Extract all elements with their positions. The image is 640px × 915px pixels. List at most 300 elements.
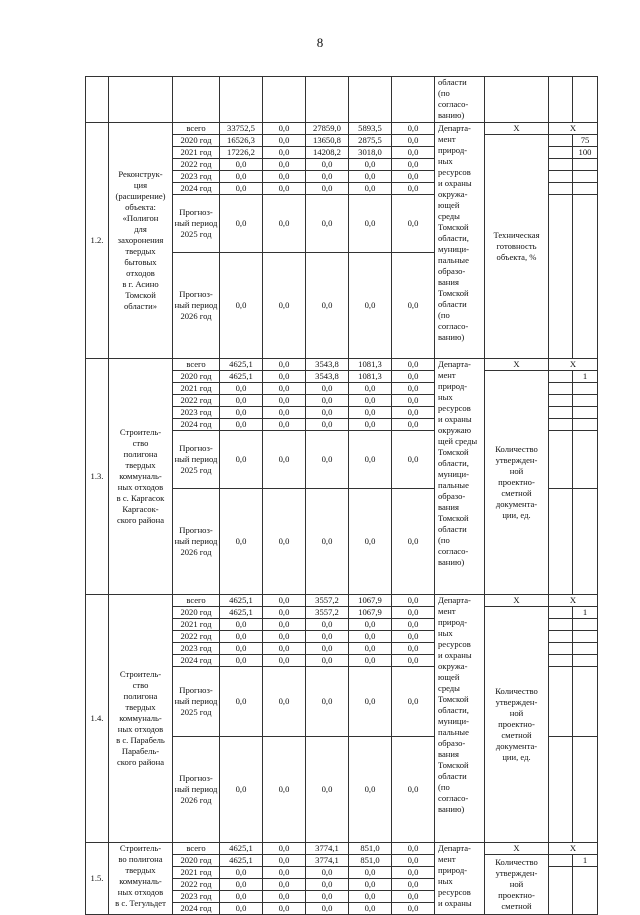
amount-cell: 0,0 xyxy=(220,643,263,655)
dept-line: мент xyxy=(438,370,456,380)
amount-cell: 0,0 xyxy=(392,891,435,903)
amount-cell: 0,0 xyxy=(263,903,306,915)
amount-cell: 3543,8 xyxy=(306,359,349,371)
dept-line: Департа- xyxy=(438,359,471,369)
amount-cell: 17226,2 xyxy=(220,147,263,159)
amount-cell: 0,0 xyxy=(263,395,306,407)
section-name-line: ство xyxy=(132,680,149,690)
cell-empty xyxy=(573,77,598,123)
indicator-name xyxy=(485,371,549,595)
indicator-value xyxy=(573,183,598,195)
dept-line: окружаю xyxy=(438,425,472,435)
period-cell: Прогноз-ный период 2025 год xyxy=(173,195,220,253)
amount-cell: 0,0 xyxy=(349,183,392,195)
value-x-marker: Х xyxy=(549,843,598,855)
period-cell: 2024 год xyxy=(173,419,220,431)
section-name-line: коммуналь- xyxy=(119,713,162,723)
section-name-line: во полигона xyxy=(118,854,163,864)
dept-line: природ- xyxy=(438,865,468,875)
dept-line: природ- xyxy=(438,145,468,155)
cell-empty xyxy=(173,77,220,123)
amount-cell: 0,0 xyxy=(349,643,392,655)
amount-cell: 0,0 xyxy=(392,643,435,655)
amount-cell: 0,0 xyxy=(306,643,349,655)
spacer-cell xyxy=(549,183,573,195)
table-row xyxy=(86,359,598,371)
indicator-line: объекта, % xyxy=(496,252,537,262)
amount-cell: 0,0 xyxy=(349,867,392,879)
indicator-line: утвержден- xyxy=(495,868,538,878)
amount-cell: 851,0 xyxy=(349,843,392,855)
amount-cell: 0,0 xyxy=(220,183,263,195)
indicator-line: утвержден- xyxy=(495,697,538,707)
indicator-line: документа- xyxy=(495,741,538,751)
amount-cell: 0,0 xyxy=(263,489,306,595)
amount-cell: 0,0 xyxy=(306,171,349,183)
dept-line: (по xyxy=(438,535,450,545)
section-name-line: ных отходов xyxy=(117,482,164,492)
section-name-line: ных отходов xyxy=(117,724,164,734)
amount-cell: 0,0 xyxy=(349,407,392,419)
indicator-value xyxy=(573,171,598,183)
period-cell: 2023 год xyxy=(173,643,220,655)
amount-cell: 0,0 xyxy=(349,489,392,595)
amount-cell: 4625,1 xyxy=(220,607,263,619)
amount-cell: 0,0 xyxy=(392,655,435,667)
section-name-line: ского района xyxy=(116,515,165,525)
indicator-line: Техническая xyxy=(493,230,540,240)
amount-cell: 0,0 xyxy=(220,667,263,737)
dept-line: и охраны xyxy=(438,414,472,424)
amount-cell: 4625,1 xyxy=(220,595,263,607)
indicator-value xyxy=(573,159,598,171)
amount-cell: 0,0 xyxy=(349,891,392,903)
dept-line: ванию) xyxy=(438,332,465,342)
indicator-line: сметной xyxy=(501,730,532,740)
spacer-cell xyxy=(549,371,573,383)
amount-cell: 0,0 xyxy=(392,843,435,855)
amount-cell: 0,0 xyxy=(306,737,349,843)
responsible-dept xyxy=(435,359,485,595)
amount-cell: 0,0 xyxy=(306,867,349,879)
amount-cell: 0,0 xyxy=(349,195,392,253)
amount-cell: 0,0 xyxy=(263,631,306,643)
amount-cell: 3557,2 xyxy=(306,607,349,619)
amount-cell: 0,0 xyxy=(263,843,306,855)
amount-cell: 0,0 xyxy=(392,489,435,595)
amount-cell: 0,0 xyxy=(392,371,435,383)
amount-cell: 13650,8 xyxy=(306,135,349,147)
amount-cell: 0,0 xyxy=(392,867,435,879)
dept-line: ресурсов xyxy=(438,887,471,897)
cell-empty xyxy=(549,77,573,123)
dept-line: вания xyxy=(438,502,459,512)
amount-cell: 851,0 xyxy=(349,855,392,867)
indicator-value xyxy=(573,737,598,843)
amount-cell: 5893,5 xyxy=(349,123,392,135)
amount-cell: 0,0 xyxy=(349,879,392,891)
amount-cell: 0,0 xyxy=(392,607,435,619)
dept-line: и охраны xyxy=(438,178,472,188)
amount-cell: 0,0 xyxy=(306,489,349,595)
indicator-value xyxy=(573,489,598,595)
indicator-value xyxy=(573,867,598,915)
period-cell: Прогноз-ный период 2025 год xyxy=(173,667,220,737)
amount-cell: 0,0 xyxy=(220,631,263,643)
indicator-line: ной xyxy=(509,708,524,718)
section-name-line: для xyxy=(134,224,147,234)
section-name-line: в с. Парабель xyxy=(116,735,165,745)
amount-cell: 0,0 xyxy=(220,395,263,407)
dept-line: ванию) xyxy=(438,110,465,120)
amount-cell: 0,0 xyxy=(306,159,349,171)
amount-cell: 0,0 xyxy=(220,867,263,879)
dept-line: (по xyxy=(438,88,450,98)
period-cell: 2024 год xyxy=(173,655,220,667)
cell-empty xyxy=(263,77,306,123)
amount-cell: 0,0 xyxy=(263,431,306,489)
amount-cell: 0,0 xyxy=(220,253,263,359)
dept-line: Томской xyxy=(438,447,469,457)
target-x-marker: Х xyxy=(485,123,549,135)
amount-cell: 0,0 xyxy=(306,619,349,631)
dept-line: согласо- xyxy=(438,99,469,109)
indicator-line: проектно- xyxy=(498,890,535,900)
amount-cell: 0,0 xyxy=(349,419,392,431)
dept-line: Томской xyxy=(438,694,469,704)
spacer-cell xyxy=(549,619,573,631)
spacer-cell xyxy=(549,431,573,489)
amount-cell: 0,0 xyxy=(220,419,263,431)
amount-cell: 0,0 xyxy=(220,383,263,395)
amount-cell: 0,0 xyxy=(392,631,435,643)
amount-cell: 0,0 xyxy=(220,171,263,183)
amount-cell: 1081,3 xyxy=(349,371,392,383)
section-name-line: Строитель- xyxy=(119,669,162,679)
period-cell: Прогноз-ный период 2026 год xyxy=(173,489,220,595)
indicator-value xyxy=(573,667,598,737)
dept-line: образо- xyxy=(438,266,466,276)
section-name-line: твердых xyxy=(125,246,156,256)
amount-cell: 0,0 xyxy=(263,879,306,891)
table-row xyxy=(86,123,598,135)
amount-cell: 0,0 xyxy=(263,607,306,619)
spacer-cell xyxy=(549,643,573,655)
section-name-line: захоронения xyxy=(117,235,164,245)
section-name-line: в с. Тегульдет xyxy=(115,898,166,908)
amount-cell: 33752,5 xyxy=(220,123,263,135)
period-cell: Прогноз-ный период 2026 год xyxy=(173,737,220,843)
section-name-line: коммуналь- xyxy=(119,876,162,886)
amount-cell: 0,0 xyxy=(263,135,306,147)
dept-line: образо- xyxy=(438,491,466,501)
period-cell: 2023 год xyxy=(173,407,220,419)
amount-cell: 0,0 xyxy=(349,383,392,395)
indicator-value xyxy=(573,419,598,431)
dept-line: муници- xyxy=(438,469,469,479)
spacer-cell xyxy=(549,631,573,643)
dept-line: природ- xyxy=(438,381,468,391)
period-cell: 2021 год xyxy=(173,619,220,631)
amount-cell: 0,0 xyxy=(263,737,306,843)
amount-cell: 0,0 xyxy=(263,123,306,135)
amount-cell: 0,0 xyxy=(263,891,306,903)
amount-cell: 0,0 xyxy=(220,195,263,253)
dept-line: области xyxy=(438,77,467,87)
dept-line: вания xyxy=(438,749,459,759)
dept-line: муници- xyxy=(438,244,469,254)
amount-cell: 4625,1 xyxy=(220,855,263,867)
indicator-value: 75 xyxy=(573,135,598,147)
table-row xyxy=(86,843,598,855)
amount-cell: 0,0 xyxy=(392,855,435,867)
indicator-value xyxy=(573,431,598,489)
amount-cell: 0,0 xyxy=(220,159,263,171)
amount-cell: 0,0 xyxy=(220,431,263,489)
amount-cell: 0,0 xyxy=(349,171,392,183)
amount-cell: 14208,2 xyxy=(306,147,349,159)
dept-line: согласо- xyxy=(438,546,469,556)
amount-cell: 0,0 xyxy=(392,407,435,419)
amount-cell: 0,0 xyxy=(392,159,435,171)
section-name-line: ных отходов xyxy=(117,887,164,897)
section-name-line: коммуналь- xyxy=(119,471,162,481)
amount-cell: 0,0 xyxy=(306,903,349,915)
value-x-marker: Х xyxy=(549,123,598,135)
amount-cell: 0,0 xyxy=(392,419,435,431)
dept-line: Департа- xyxy=(438,123,471,133)
dept-line: мент xyxy=(438,134,456,144)
dept-line: пальные xyxy=(438,727,469,737)
indicator-value xyxy=(573,655,598,667)
period-cell: всего xyxy=(173,123,220,135)
value-x-marker: Х xyxy=(549,359,598,371)
dept-line: ресурсов xyxy=(438,639,471,649)
amount-cell: 0,0 xyxy=(306,879,349,891)
spacer-cell xyxy=(549,607,573,619)
amount-cell: 3774,1 xyxy=(306,843,349,855)
cell-empty xyxy=(109,77,173,123)
indicator-line: ной xyxy=(509,879,524,889)
section-name-line: (расширение) xyxy=(115,191,166,201)
amount-cell: 4625,1 xyxy=(220,359,263,371)
indicator-line: ции, ед. xyxy=(502,510,531,520)
dept-line: ных xyxy=(438,628,453,638)
indicator-line: ной xyxy=(509,466,524,476)
amount-cell: 0,0 xyxy=(263,595,306,607)
amount-cell: 2875,5 xyxy=(349,135,392,147)
section-number: 1.3. xyxy=(86,359,109,595)
responsible-dept xyxy=(435,123,485,359)
indicator-line: документа- xyxy=(495,499,538,509)
amount-cell: 4625,1 xyxy=(220,843,263,855)
table-row xyxy=(86,595,598,607)
period-cell: 2022 год xyxy=(173,159,220,171)
amount-cell: 1067,9 xyxy=(349,595,392,607)
dept-line: ресурсов xyxy=(438,403,471,413)
section-name xyxy=(109,359,173,595)
section-name-line: полигона xyxy=(123,691,158,701)
section-name-line: Реконструк- xyxy=(118,169,163,179)
responsible-dept xyxy=(435,595,485,843)
amount-cell: 3018,0 xyxy=(349,147,392,159)
section-name-line: ского района xyxy=(116,757,165,767)
amount-cell: 0,0 xyxy=(306,253,349,359)
section-name-line: объекта: xyxy=(125,202,156,212)
dept-line: муници- xyxy=(438,716,469,726)
amount-cell: 0,0 xyxy=(306,891,349,903)
section-name-line: Каргасок- xyxy=(122,504,159,514)
dept-line: Томской xyxy=(438,288,469,298)
section-number: 1.4. xyxy=(86,595,109,843)
amount-cell: 0,0 xyxy=(392,253,435,359)
amount-cell: 0,0 xyxy=(306,395,349,407)
dept-line: и охраны xyxy=(438,898,472,908)
amount-cell: 0,0 xyxy=(263,655,306,667)
dept-line: Департа- xyxy=(438,595,471,605)
indicator-line: сметной xyxy=(501,488,532,498)
responsible-dept xyxy=(435,843,485,915)
dept-line: области xyxy=(438,299,467,309)
dept-line: вания xyxy=(438,277,459,287)
dept-line: Томской xyxy=(438,513,469,523)
amount-cell: 27859,0 xyxy=(306,123,349,135)
amount-cell: 0,0 xyxy=(263,667,306,737)
dept-line: ных xyxy=(438,876,453,886)
indicator-line: проектно- xyxy=(498,477,535,487)
spacer-cell xyxy=(549,867,573,915)
indicator-value xyxy=(573,631,598,643)
dept-line: ющей xyxy=(438,200,460,210)
program-table xyxy=(85,76,598,915)
indicator-line: готовность xyxy=(496,241,537,251)
indicator-value xyxy=(573,643,598,655)
amount-cell: 0,0 xyxy=(349,737,392,843)
amount-cell: 0,0 xyxy=(392,595,435,607)
spacer-cell xyxy=(549,419,573,431)
indicator-line: Количество xyxy=(495,857,538,867)
indicator-name xyxy=(485,855,549,915)
amount-cell: 0,0 xyxy=(263,855,306,867)
section-name-line: в с. Каргасок xyxy=(116,493,165,503)
amount-cell: 0,0 xyxy=(392,667,435,737)
section-number: 1.5. xyxy=(86,843,109,915)
indicator-value xyxy=(573,619,598,631)
spacer-cell xyxy=(549,159,573,171)
section-number: 1.2. xyxy=(86,123,109,359)
dept-line: ванию) xyxy=(438,804,465,814)
indicator-value: 100 xyxy=(573,147,598,159)
amount-cell: 0,0 xyxy=(392,903,435,915)
amount-cell: 0,0 xyxy=(263,419,306,431)
amount-cell: 0,0 xyxy=(306,667,349,737)
amount-cell: 0,0 xyxy=(392,123,435,135)
dept-line: области xyxy=(438,771,467,781)
spacer-cell xyxy=(549,407,573,419)
period-cell: 2023 год xyxy=(173,171,220,183)
dept-line: области, xyxy=(438,705,469,715)
dept-line: среды xyxy=(438,211,460,221)
cell-empty xyxy=(86,77,109,123)
amount-cell: 0,0 xyxy=(306,383,349,395)
spacer-cell xyxy=(549,135,573,147)
indicator-value: 1 xyxy=(573,855,598,867)
page-number: 8 xyxy=(316,35,324,50)
dept-line: Департа- xyxy=(438,843,471,853)
amount-cell: 0,0 xyxy=(349,159,392,171)
amount-cell: 0,0 xyxy=(263,159,306,171)
indicator-value xyxy=(573,407,598,419)
indicator-name xyxy=(485,607,549,843)
target-x-marker: Х xyxy=(485,843,549,855)
amount-cell: 0,0 xyxy=(392,195,435,253)
period-cell: 2022 год xyxy=(173,631,220,643)
amount-cell: 0,0 xyxy=(349,431,392,489)
period-cell: 2024 год xyxy=(173,903,220,915)
period-cell: 2020 год xyxy=(173,371,220,383)
dept-line: области, xyxy=(438,233,469,243)
section-name-line: бытовых xyxy=(124,257,157,267)
dept-line: мент xyxy=(438,606,456,616)
amount-cell: 1081,3 xyxy=(349,359,392,371)
dept-line: пальные xyxy=(438,480,469,490)
dept-line: согласо- xyxy=(438,321,469,331)
section-name-line: Парабель- xyxy=(121,746,160,756)
amount-cell: 0,0 xyxy=(349,667,392,737)
cell-empty xyxy=(392,77,435,123)
indicator-name xyxy=(485,135,549,359)
amount-cell: 0,0 xyxy=(263,147,306,159)
amount-cell: 1067,9 xyxy=(349,607,392,619)
amount-cell: 0,0 xyxy=(220,655,263,667)
spacer-cell xyxy=(549,655,573,667)
section-name-line: Строитель- xyxy=(119,843,162,853)
dept-tail xyxy=(435,77,485,123)
amount-cell: 0,0 xyxy=(306,407,349,419)
amount-cell: 0,0 xyxy=(263,867,306,879)
section-name-line: твердых xyxy=(125,460,156,470)
amount-cell: 0,0 xyxy=(220,619,263,631)
period-cell: 2021 год xyxy=(173,383,220,395)
spacer-cell xyxy=(549,737,573,843)
period-cell: всего xyxy=(173,359,220,371)
dept-line: ных xyxy=(438,156,453,166)
value-x-marker: Х xyxy=(549,595,598,607)
amount-cell: 0,0 xyxy=(220,407,263,419)
indicator-line: Количество xyxy=(495,444,538,454)
section-name xyxy=(109,123,173,359)
dept-line: ющей xyxy=(438,672,460,682)
indicator-value xyxy=(573,395,598,407)
amount-cell: 0,0 xyxy=(392,879,435,891)
period-cell: всего xyxy=(173,595,220,607)
amount-cell: 0,0 xyxy=(392,359,435,371)
indicator-line: Количество xyxy=(495,686,538,696)
target-x-marker: Х xyxy=(485,359,549,371)
amount-cell: 0,0 xyxy=(306,631,349,643)
section-name xyxy=(109,843,173,915)
section-name-line: ция xyxy=(133,180,148,190)
spacer-cell xyxy=(549,667,573,737)
spacer-cell xyxy=(549,489,573,595)
spacer-cell xyxy=(549,383,573,395)
amount-cell: 0,0 xyxy=(306,431,349,489)
indicator-value: 1 xyxy=(573,371,598,383)
section-name-line: отходов xyxy=(126,268,155,278)
cell-empty xyxy=(306,77,349,123)
amount-cell: 0,0 xyxy=(263,407,306,419)
dept-line: мент xyxy=(438,854,456,864)
